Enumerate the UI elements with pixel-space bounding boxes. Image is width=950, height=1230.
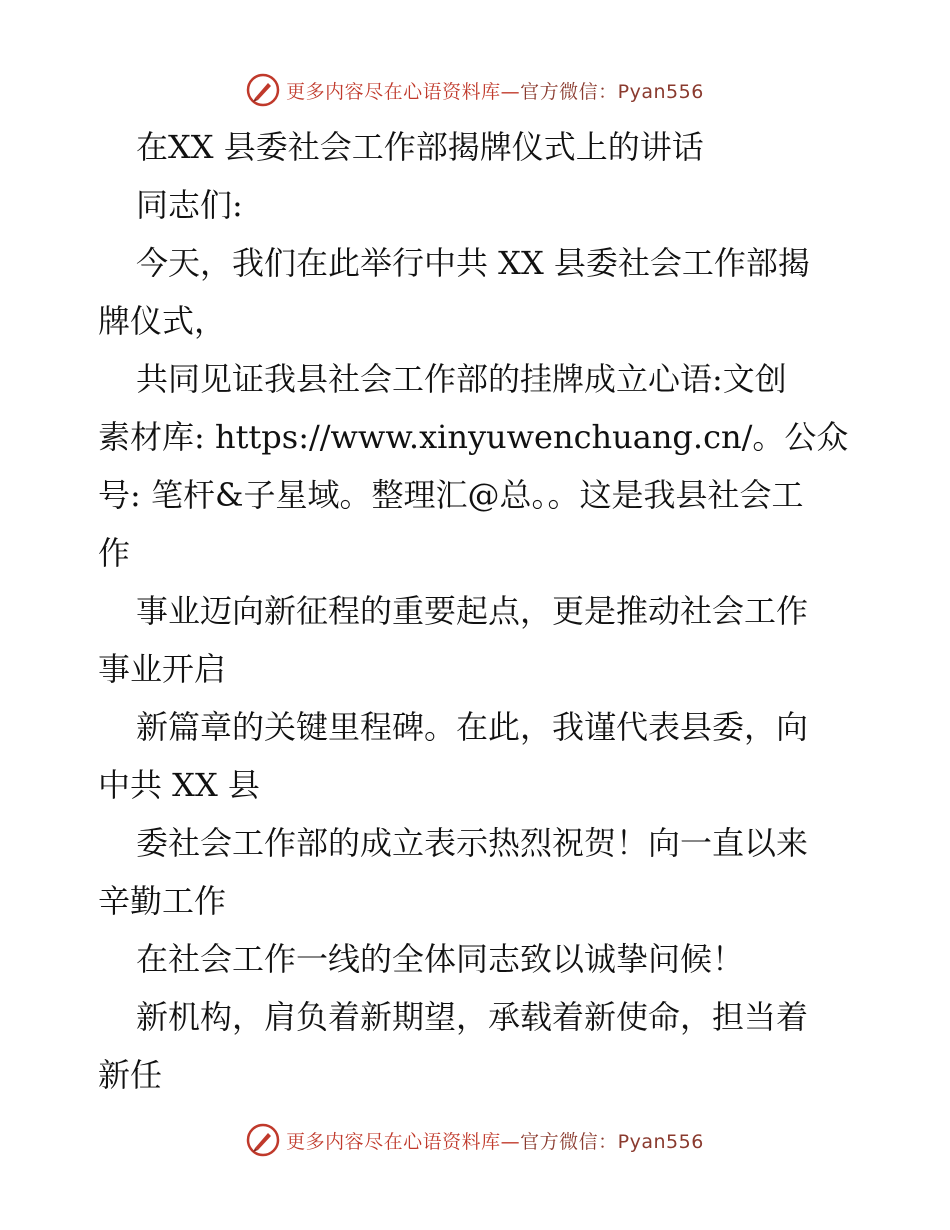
text-line: 新篇章的关键里程碑。在此，我谨代表县委，向 [136,708,809,746]
footer-banner [0,1120,950,1160]
text-line: 今天，我们在此举行中共 XX 县委社会工作部揭 [136,244,810,282]
pen-logo-icon [246,1123,280,1157]
header-banner [0,70,950,110]
text-line: 辛勤工作 [98,882,227,920]
text-line: 委社会工作部的成立表示热烈祝贺！向一直以来 [136,824,809,862]
text-line: 同志们: [136,186,243,224]
text-line: 号: 笔杆&子星域。整理汇@总。。这是我县社会工 [98,476,804,514]
text-line: 中共 XX 县 [98,766,260,804]
text-line: 事业开启 [98,650,227,688]
document-body [98,118,858,1104]
text-line: 事业迈向新征程的重要起点，更是推动社会工作 [136,592,809,630]
text-line: 新机构，肩负着新期望，承载着新使命，担当着 [136,998,809,1036]
text-line: 素材库: https://www.xinyuwenchuang.cn/。公众 [98,418,849,456]
pen-logo-icon [246,73,280,107]
text-line: 共同见证我县社会工作部的挂牌成立心语:文创 [136,360,787,398]
text-line: 在XX 县委社会工作部揭牌仪式上的讲话 [136,128,704,166]
text-line: 新任 [98,1056,163,1094]
banner-text: 更多内容尽在心语资料库—官方微信：Pyan556 [286,1130,704,1153]
text-line: 作 [98,534,131,572]
banner-text: 更多内容尽在心语资料库—官方微信：Pyan556 [286,80,704,103]
text-line: 在社会工作一线的全体同志致以诚挚问候！ [136,940,745,978]
text-line: 牌仪式， [98,302,227,340]
